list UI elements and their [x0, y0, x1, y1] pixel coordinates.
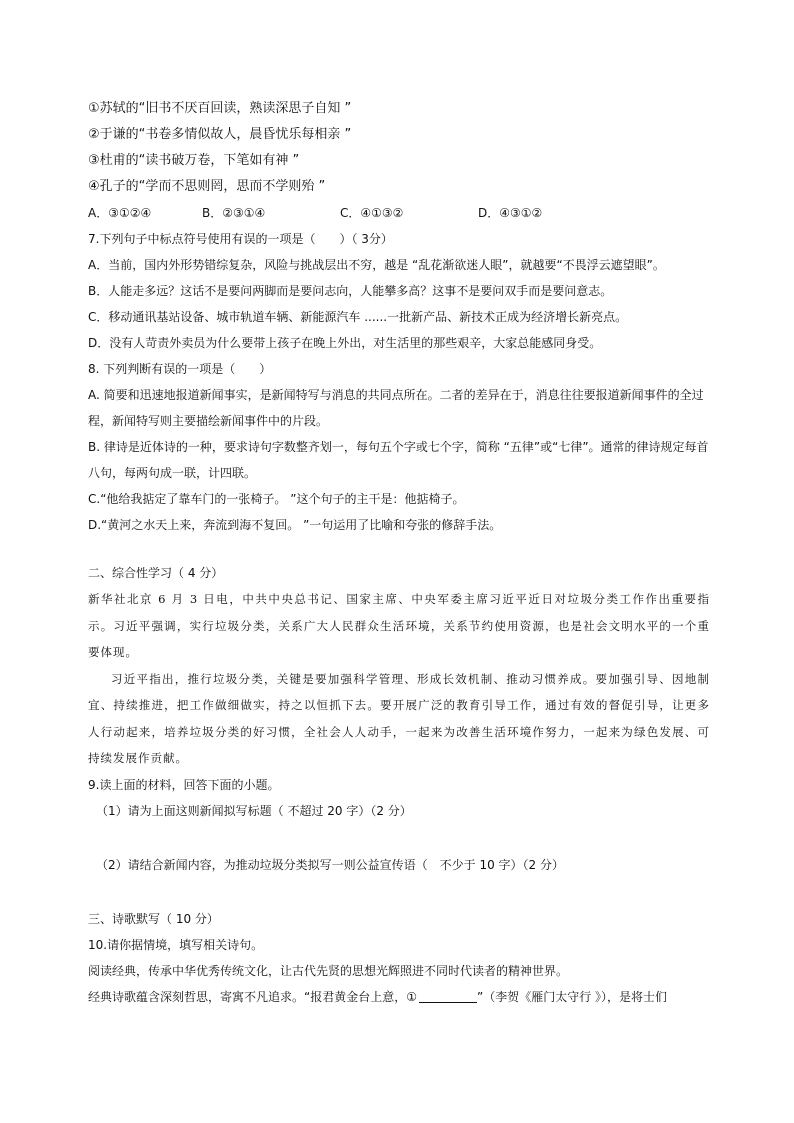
q8-option-a: A. 简要和迅速地报道新闻事实，是新闻特写与消息的共同点所在。二者的差异在于，消息往往要报道新闻事件的全过程，新闻特写则主要描绘新闻事件中的片段。: [88, 388, 704, 428]
q9-sub-1: （1）请为上面这则新闻拟写标题（ 不超过 20 字）（2 分）: [96, 803, 412, 818]
exam-page: [88, 96, 710, 1010]
quote-item-4: ④孔子的“学而不思则罔，思而不学则殆 ”: [88, 179, 326, 194]
quote-item-3: ③杜甫的“读书破万卷，下笔如有神 ”: [88, 153, 300, 168]
q6-options: [88, 200, 710, 226]
news-paragraph-1: 新华社北京 6 月 3 日电，中共中央总书记、国家主席、中央军委主席习近平近日对垃圾分类工作作出重要指示。习近平强调，实行垃圾分类，关系广大人民群众生活环境，关系节约使用资源，也是社会文明水平的一个重要体现。: [88, 592, 710, 659]
answer-blank[interactable]: [419, 988, 477, 1003]
q8-option-b: B. 律诗是近体诗的一种，要求诗句字数整齐划一，每句五个字或七个字，简称 “五律”或“七律”。通常的律诗规定每首八句，每两句成一联，计四联。: [88, 440, 709, 480]
quote-list: [88, 96, 710, 200]
q7-option-d: D．没有人苛责外卖员为什么要带上孩子在晚上外出，对生活里的那些艰辛，大家总能感同身受。: [88, 336, 602, 350]
q8-stem: 8. 下列判断有误的一项是（ ）: [88, 362, 272, 376]
q6-option-a: A．③①②④: [88, 206, 152, 220]
q7-option-a: A．当前，国内外形势错综复杂，风险与挑战层出不穷，越是 “乱花渐欲迷人眼”，就越要“不畏浮云遮望眼”。: [88, 258, 665, 272]
q7-option-c: C．移动通讯基站设备、城市轨道车辆、新能源汽车 ......一批新产品、新技术正成为经济增长新亮点。: [88, 310, 628, 324]
q6-option-b: B．②③①④: [202, 206, 266, 220]
q6-option-c: C．④①③②: [340, 206, 404, 220]
quote-item-1: ①苏轼的“旧书不厌百回读，熟读深思子自知 ”: [88, 101, 352, 116]
q8-option-d: D.“黄河之水天上来，奔流到海不复回。 ”一句运用了比喻和夸张的修辞手法。: [88, 518, 502, 532]
q10-text-before: 经典诗歌蕴含深刻哲思，寄寓不凡追求。“报君黄金台上意，①: [88, 989, 417, 1004]
q9-sub-2: （2）请结合新闻内容，为推动垃圾分类拟写一则公益宣传语（ 不少于 10 字）（2 分）: [96, 857, 564, 872]
q7-option-b: B．人能走多远？这话不是要问两脚而是要问志向，人能攀多高？这事不是要问双手而是要问意志。: [88, 284, 613, 298]
quote-item-2: ②于谦的“书卷多情似故人，晨昏忧乐每相亲 ”: [88, 127, 352, 142]
q10-intro: 阅读经典，传承中华优秀传统文化，让古代先贤的思想光辉照进不同时代读者的精神世界。: [88, 963, 569, 978]
news-paragraph-2: 习近平指出，推行垃圾分类，关键是要加强科学管理、形成长效机制、推动习惯养成。要加强引导、因地制宜、持续推进，把工作做细做实，持之以恒抓下去。要开展广泛的教育引导工作，通过有效的督促引导，让更多人行动起来，培养垃圾分类的好习惯，全社会人人动手，一起来为改善生活环境作努力，一起来为绿色发展、可持续发展作贡献。: [88, 671, 710, 765]
q9-stem: 9.读上面的材料，回答下面的小题。: [88, 777, 280, 792]
q10-text-after: ”（李贺《雁门太守行 》），是将士们: [476, 989, 668, 1004]
q10-fill-line: [88, 984, 710, 1010]
q7-stem: 7.下列句子中标点符号使用有误的一项是（ ）（ 3分）: [88, 232, 393, 246]
section2-title: 二、综合性学习（ 4 分）: [88, 566, 224, 580]
section3-title: 三、诗歌默写（ 10 分）: [88, 911, 219, 926]
q6-option-d: D．④③①②: [478, 206, 543, 220]
q8-option-c: C.“他给我掂定了靠车门的一张椅子。 ”这个句子的主干是：他掂椅子。: [88, 492, 465, 506]
q10-stem: 10.请你据情境，填写相关诗句。: [88, 937, 264, 952]
